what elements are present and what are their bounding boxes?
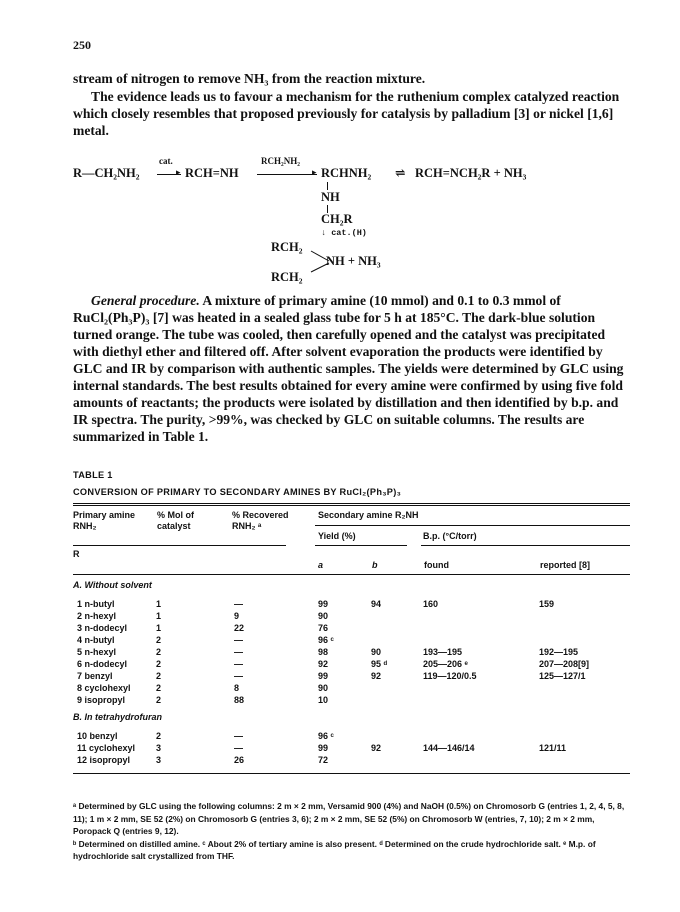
table-cell: 11 cyclohexyl: [77, 743, 136, 753]
table-cell: 8: [234, 683, 240, 693]
table-cell: 2 n-hexyl: [77, 611, 117, 621]
table-cell: —: [234, 671, 243, 681]
scheme-rch2-top: RCH₂: [271, 240, 303, 254]
table-cell: 3: [156, 755, 162, 765]
header-reported: reported [8]: [540, 560, 591, 570]
table-cell: 92: [371, 671, 382, 681]
table-row: [0, 695, 680, 707]
header-secondary-amine: Secondary amine R₂NH: [318, 510, 419, 520]
table-row: [0, 683, 680, 695]
table-cell: 94: [371, 599, 382, 609]
table-cell: 193—195: [423, 647, 463, 657]
table-top-rule-double: [73, 505, 630, 506]
procedure-text: A mixture of primary amine (10 mmol) and 0.1 to 0.3 mmol of RuCl₂(Ph₃P)₃ [7] was heated in a sealed glass tube for 5 h at 185°C. The dark-blue solution turned orange. The tube was cooled, then carefully opened and the catalyst was precipitated with diethyl ether and filtered off. After solvent evaporation the products were identified by GLC and IR by comparison with authentic samples. The yields were determined by GLC using internal standards. The best results obtained for every amine were confirmed by using five fold amounts of reactants; the products were isolated by distillation and then identified by b.p. and IR spectra. The purity, >99%, was checked by GLC on suitable columns. The results are summarized in Table 1.: [73, 293, 624, 444]
table-bottom-rule: [73, 773, 630, 774]
table-cell: 5 n-hexyl: [77, 647, 117, 657]
table-cell: 95 ᵈ: [371, 659, 388, 669]
table-cell: 121/11: [539, 743, 567, 753]
scheme-nh: NH: [321, 190, 340, 204]
table-cell: —: [234, 659, 243, 669]
header-b: b: [372, 560, 378, 570]
table-cell: 98: [318, 647, 329, 657]
scheme-bond-1: [327, 182, 328, 190]
table-cell: 160: [423, 599, 439, 609]
header-yield: Yield (%): [318, 531, 356, 541]
table-cell: 8 cyclohexyl: [77, 683, 131, 693]
table-cell: 192—195: [539, 647, 579, 657]
table-cell: 2: [156, 731, 162, 741]
table-cell: 1: [156, 623, 162, 633]
table-cell: 159: [539, 599, 555, 609]
table-cell: 96 ᶜ: [318, 731, 334, 741]
table-cell: 92: [371, 743, 382, 753]
scheme-cat-h: ↓ cat.(H): [321, 228, 367, 238]
table-cell: —: [234, 647, 243, 657]
table-cell: 99: [318, 599, 329, 609]
header-recovered-rnh2: RNH₂ ᵃ: [232, 521, 262, 531]
table-cell: 125—127/1: [539, 671, 586, 681]
table-cell: —: [234, 635, 243, 645]
header-rnh2: RNH₂: [73, 521, 97, 531]
header-primary-amine: Primary amine: [73, 510, 136, 520]
table-cell: 1: [156, 599, 162, 609]
scheme-arrow-2: [257, 174, 317, 175]
scheme-equilibrium: ⇌: [395, 166, 406, 180]
paragraph-procedure: [73, 292, 628, 445]
table-cell: 90: [318, 683, 329, 693]
table-footnotes: [73, 800, 633, 863]
table-cell: 92: [318, 659, 329, 669]
table-cell: 3: [156, 743, 162, 753]
footnote-a: ᵃ Determined by GLC using the following columns: 2 m × 2 mm, Versamid 900 (4%) and NaOH (0.5%) on Chromosorb G (entries 1, 2, 4, 5, 8, 11); 1 m × 2 mm, SE 52 (2%) on Chromosorb G (entries 3, 6); 2 m × 2 mm, SE 52 (5%) on Chromosorb W (entries, 7, 10); 2 m × 2 mm, Poropack Q (entries 9, 12).: [73, 801, 625, 837]
table-cell: 96 ᶜ: [318, 635, 334, 645]
table-cell: 99: [318, 743, 329, 753]
table-cell: 119—120/0.5: [423, 671, 477, 681]
scheme-arrowhead-1: ▸: [176, 167, 181, 177]
paragraph-mechanism: The evidence leads us to favour a mechanism for the ruthenium complex catalyzed reaction which closely resembles that proposed previously for catalysis by palladium [3] or nickel [1,6] metal.: [73, 89, 620, 138]
scheme-arrowhead-2: ▸: [312, 167, 317, 177]
header-found: found: [424, 560, 449, 570]
header-bp: B.p. (°C/torr): [423, 531, 477, 541]
header-r: R: [73, 549, 80, 559]
table-cell: 72: [318, 755, 329, 765]
table-cell: 26: [234, 755, 245, 765]
table-cell: 90: [371, 647, 382, 657]
table-cell: —: [234, 731, 243, 741]
section-without-solvent: A. Without solvent: [73, 580, 152, 590]
table-cell: 10: [318, 695, 329, 705]
header-rule-bp: [421, 545, 630, 546]
table-cell: 7 benzyl: [77, 671, 113, 681]
table-cell: 2: [156, 695, 162, 705]
page-number: 250: [73, 38, 91, 52]
table-cell: 1: [156, 611, 162, 621]
header-rule-secondary: [315, 525, 630, 526]
table-cell: 2: [156, 659, 162, 669]
paragraph-continuation: stream of nitrogen to remove NH₃ from the reaction mixture.: [73, 71, 426, 86]
scheme-cat-label: cat.: [159, 156, 173, 166]
footnote-b: ᵇ Determined on distilled amine. ᶜ About 2% of tertiary amine is also present. ᵈ Determined on the crude hydrochloride salt. ᵉ M.p. of hydrochloride salt crystallized from THF.: [73, 838, 596, 862]
table-top-rule: [73, 503, 630, 504]
header-recovered: % Recovered: [232, 510, 289, 520]
table-title: CONVERSION OF PRIMARY TO SECONDARY AMINES BY RuCl₂(Ph₃P)₃: [73, 487, 402, 497]
table-row: [0, 635, 680, 647]
header-a: a: [318, 560, 324, 570]
table-row: [0, 659, 680, 671]
table-cell: 9: [234, 611, 240, 621]
table-cell: 76: [318, 623, 329, 633]
scheme-adduct: RCHNH₂: [321, 166, 372, 180]
table-row: [0, 611, 680, 623]
table-cell: 2: [156, 671, 162, 681]
table-cell: 205—206 ᵉ: [423, 659, 468, 669]
table-cell: 144—146/14: [423, 743, 475, 753]
scheme-product-imine: RCH=NCH₂R + NH₃: [415, 166, 527, 180]
header-bottom-rule: [73, 574, 630, 575]
table-label: TABLE 1: [73, 470, 113, 480]
table-cell: 10 benzyl: [77, 731, 118, 741]
table-row: [0, 647, 680, 659]
table-cell: 99: [318, 671, 329, 681]
table-row: [0, 731, 680, 743]
table-cell: 3 n-dodecyl: [77, 623, 128, 633]
table-row: [0, 743, 680, 755]
table-row: [0, 599, 680, 611]
table-cell: 2: [156, 647, 162, 657]
table-cell: 1 n-butyl: [77, 599, 115, 609]
header-rule-left: [73, 545, 286, 546]
table-cell: —: [234, 599, 243, 609]
section-in-thf: B. In tetrahydrofuran: [73, 712, 163, 722]
table-cell: 4 n-butyl: [77, 635, 115, 645]
scheme-reactant: R—CH₂NH₂: [73, 166, 140, 180]
table-cell: 207—208[9]: [539, 659, 590, 669]
table-cell: 2: [156, 683, 162, 693]
scheme-branch-bonds: [309, 248, 331, 276]
procedure-title: General procedure.: [91, 293, 200, 308]
reaction-scheme: [73, 156, 633, 288]
table-row: [0, 671, 680, 683]
scheme-ch2r: CH₂R: [321, 212, 353, 226]
table-cell: 88: [234, 695, 245, 705]
table-cell: 2: [156, 635, 162, 645]
table-cell: —: [234, 743, 243, 753]
table-cell: 9 isopropyl: [77, 695, 126, 705]
header-rule-yield: [315, 545, 407, 546]
table-row: [0, 623, 680, 635]
scheme-reagent-label: RCH₂NH₂: [261, 156, 300, 166]
scheme-rch2-bottom: RCH₂: [271, 270, 303, 284]
scheme-imine: RCH=NH: [185, 166, 239, 180]
table-row: [0, 755, 680, 767]
table-cell: 90: [318, 611, 329, 621]
table-cell: 22: [234, 623, 245, 633]
scheme-nh-nh3: NH + NH₃: [326, 254, 381, 268]
table-cell: 12 isopropyl: [77, 755, 131, 765]
header-mol: % Mol of: [157, 510, 194, 520]
table-cell: 6 n-dodecyl: [77, 659, 128, 669]
header-catalyst: catalyst: [157, 521, 191, 531]
